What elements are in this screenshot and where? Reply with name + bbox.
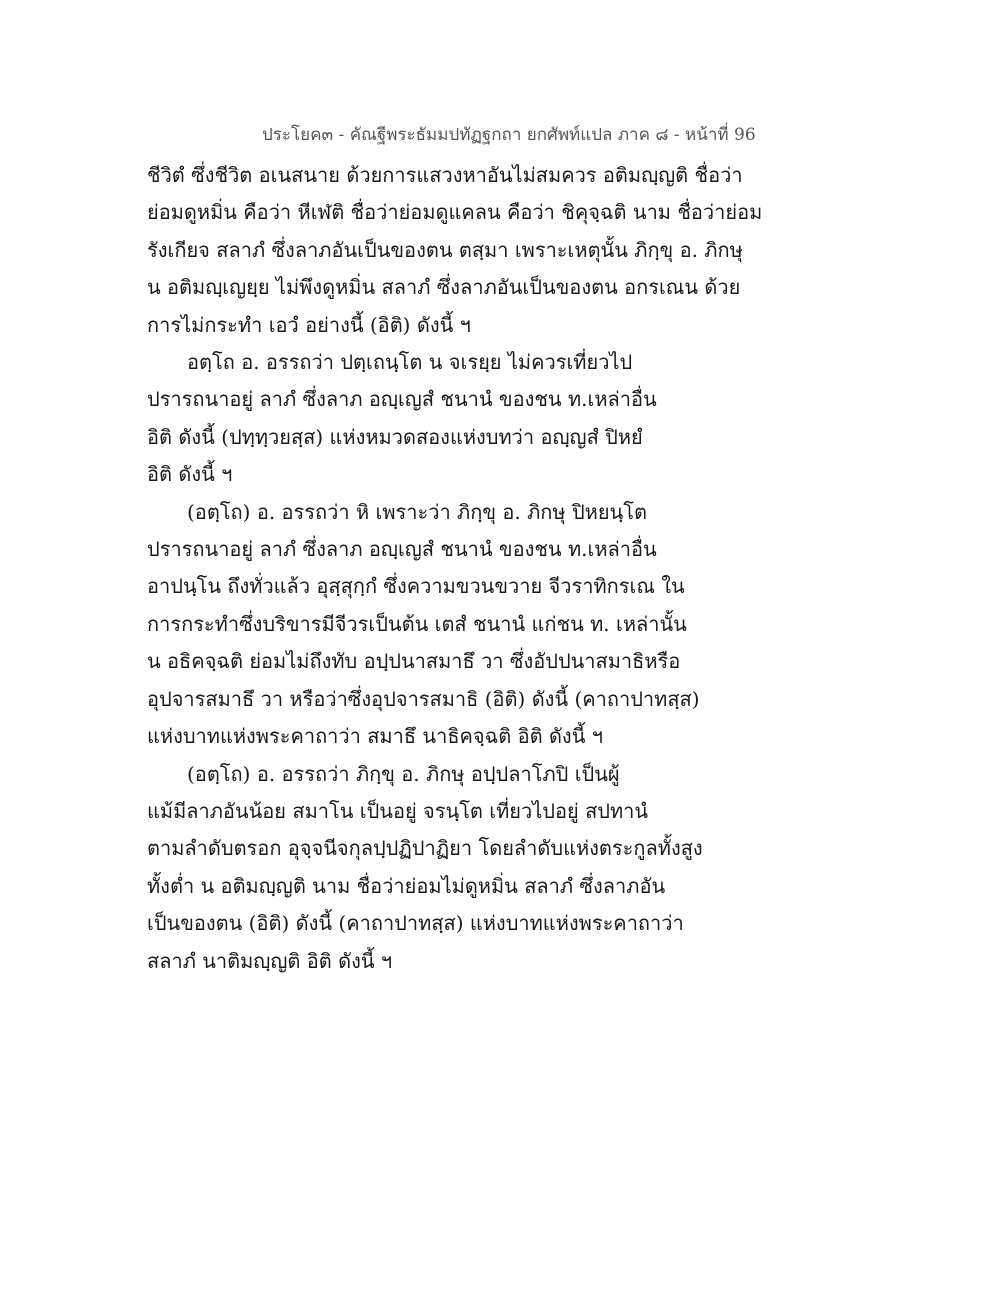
paragraph-3 xyxy=(147,494,747,756)
text-line: ปรารถนาอยู่ ลาภํ ซึ่งลาภ อญฺเญสํ ชนานํ ของชน ท.เหล่าอื่น xyxy=(147,387,657,412)
text-line: อาปนฺโน ถึงทั่วแล้ว อุสฺสุกฺกํ ซึ่งความขวนขวาย จีวราทิกรเณ ใน xyxy=(147,574,685,599)
text-line: น อติมญฺเญยฺย ไม่พึงดูหมิ่น สลาภํ ซึ่งลาภอันเป็นของตน อกรเณน ด้วย xyxy=(147,275,741,300)
text-line: น อธิคจฺฉติ ย่อมไม่ถึงทับ อปฺปนาสมาธึ วา ซึ่งอัปปนาสมาธิหรือ xyxy=(147,649,681,674)
text-line: แม้มีลาภอันน้อย สมาโน เป็นอยู่ จรนฺโต เที่ยวไปอยู่ สปทานํ xyxy=(147,798,649,823)
text-line: ปรารถนาอยู่ ลาภํ ซึ่งลาภ อญฺเญสํ ชนานํ ของชน ท.เหล่าอื่น xyxy=(147,537,657,562)
text-line: เป็นของตน (อิติ) ดังนี้ (คาถาปาทสฺส) แห่งบาทแห่งพระคาถาว่า xyxy=(147,911,684,936)
paragraph-4 xyxy=(147,756,747,980)
text-line: (อตฺโถ) อ. อรรถว่า ภิกฺขุ อ. ภิกษุ อปฺปลาโภปิ เป็นผู้ xyxy=(187,761,620,786)
text-line: อิติ ดังนี้ (ปทฺทฺวยสฺส) แห่งหมวดสองแห่งบทว่า อญฺญสํ ปิหยํ xyxy=(147,424,643,449)
text-line: การไม่กระทำ เอวํ อย่างนี้ (อิติ) ดังนี้ ฯ xyxy=(147,312,471,337)
text-line: ย่อมดูหมิ่น คือว่า หีเฬติ ชื่อว่าย่อมดูแคลน คือว่า ชิคุจฺฉติ นาม ชื่อว่าย่อม xyxy=(147,200,763,225)
text-line: ตามลำดับตรอก อุจฺจนีจกุลปฺปฏิปาฏิยา โดยลำดับแห่งตระกูลทั้งสูง xyxy=(147,836,703,861)
text-line: แห่งบาทแห่งพระคาถาว่า สมาธึ นาธิคจฺฉติ อิติ ดังนี้ ฯ xyxy=(147,724,603,749)
body-text xyxy=(147,157,763,980)
text-line: ทั้งต่ำ น อติมญฺญติ นาม ชื่อว่าย่อมไม่ดูหมิ่น สลาภํ ซึ่งลาภอัน xyxy=(147,873,666,898)
running-header: ประโยค๓ - คัณฐีพระธัมมปทัฏฐกถา ยกศัพท์แปล ภาค ๘ - หน้าที่ 96 xyxy=(262,125,756,145)
text-line: การกระทำซึ่งบริขารมีจีวรเป็นต้น เตสํ ชนานํ แก่ชน ท. เหล่านั้น xyxy=(147,611,687,636)
text-line: (อตฺโถ) อ. อรรถว่า หิ เพราะว่า ภิกฺขุ อ. ภิกษุ ปิหยนฺโต xyxy=(187,499,647,524)
text-line: ชีวิตํ ซึ่งชีวิต อเนสนาย ด้วยการแสวงหาอันไม่สมควร อติมญฺญติ ชื่อว่า xyxy=(147,163,743,187)
paragraph-2 xyxy=(147,344,747,494)
text-line: อุปจารสมาธึ วา หรือว่าซึ่งอุปจารสมาธิ (อิติ) ดังนี้ (คาถาปาทสฺส) xyxy=(147,686,700,711)
paragraph-1 xyxy=(147,157,763,344)
text-line: สลาภํ นาติมญฺญติ อิติ ดังนี้ ฯ xyxy=(147,948,393,973)
text-line: รังเกียจ สลาภํ ซึ่งลาภอันเป็นของตน ตสฺมา เพราะเหตุนั้น ภิกฺขุ อ. ภิกษุ xyxy=(147,237,743,262)
text-line: อิติ ดังนี้ ฯ xyxy=(147,462,233,487)
text-line: อตฺโถ อ. อรรถว่า ปตฺเถนฺโต น จเรยฺย ไม่ควรเที่ยวไป xyxy=(187,350,633,375)
